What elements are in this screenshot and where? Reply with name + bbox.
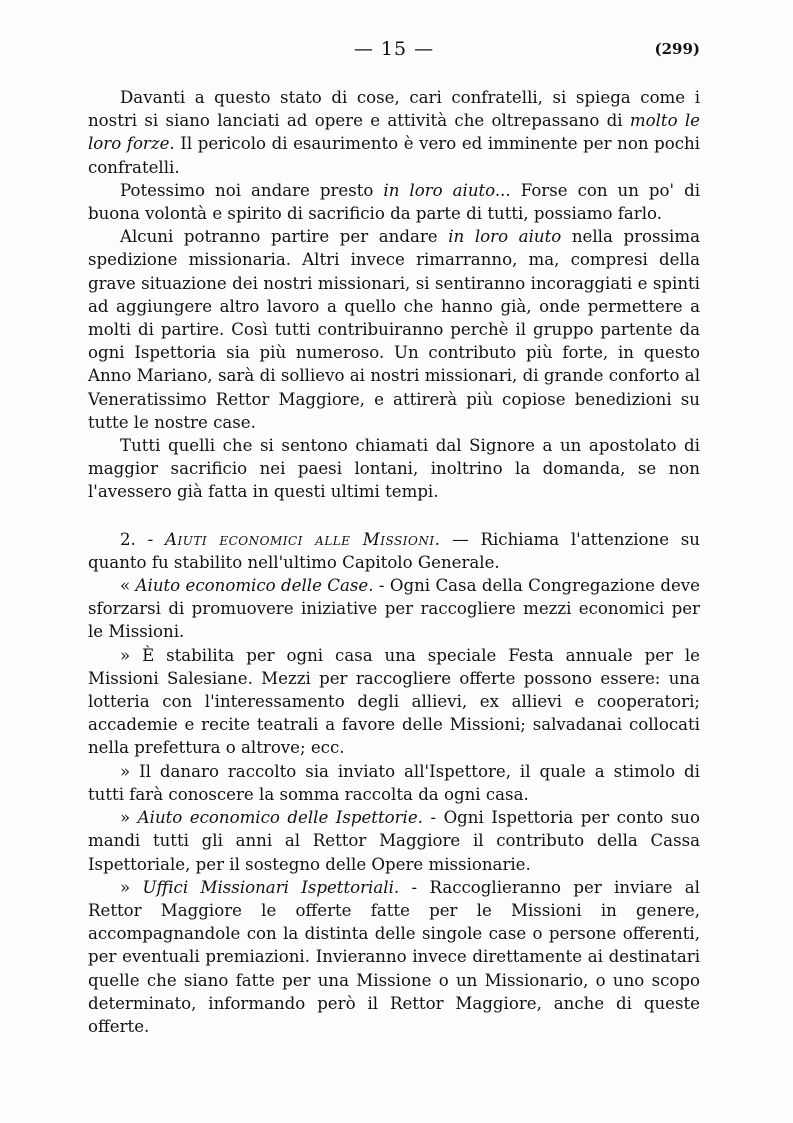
italic-phrase: Aiuto economico delle Case. (135, 576, 374, 596)
paragraph (88, 179, 700, 225)
paragraph (88, 760, 700, 806)
text-run: » (120, 877, 143, 897)
body-text (88, 86, 700, 1038)
page-header (88, 38, 700, 66)
text-run: Alcuni potranno partire per andare (120, 227, 449, 247)
italic-phrase: in loro aiuto (448, 227, 562, 247)
section-gap (88, 504, 700, 528)
text-run: 2. - (120, 529, 165, 549)
text-run: » Il danaro raccolto sia inviato all'Ispettore, il quale a stimolo di tutti farà conoscere la somma raccolta da ogni casa. (88, 761, 700, 804)
paragraph (88, 225, 700, 434)
italic-phrase: Aiuto economico delle Ispettorie. (137, 808, 423, 828)
paragraph (88, 876, 700, 1038)
paragraph (88, 434, 700, 504)
paragraph (88, 574, 700, 644)
original-page-number: (299) (654, 40, 700, 58)
text-run: Tutti quelli che si sentono chiamati dal Signore a un apostolato di maggior sacrificio nei paesi lontani, inoltrino la domanda, se non l'avessero già fatta in questi ultimi tempi. (88, 436, 700, 502)
text-run: » È stabilita per ogni casa una speciale Festa annuale per le Missioni Salesiane. Mezzi per raccogliere offerte possono essere: una lotteria con l'interessamento degli allievi, ex allievi e cooperatori; accademie e recite teatrali a favore delle Missioni; salvadanai collocati nella prefettura o altrove; ecc. (88, 645, 700, 758)
italic-phrase: Uffici Missionari Ispettoriali. (142, 877, 400, 897)
text-run: » (120, 808, 138, 828)
text-run: - Ogni Ispettoria per conto suo mandi tutti gli anni al Rettor Maggiore il contributo della Cassa Ispettoriale, per il sostegno delle Opere missionarie. (88, 808, 700, 874)
italic-phrase: in loro aiuto... (383, 180, 511, 200)
paragraph (88, 806, 700, 876)
text-run: - Ogni Casa della Congregazione deve sforzarsi di promuovere iniziative per raccogliere mezzi economici per le Missioni. (88, 576, 700, 642)
text-run: — Richiama l'attenzione su quanto fu stabilito nell'ultimo Capitolo Generale. (88, 529, 700, 572)
text-run: Potessimo noi andare presto (120, 180, 384, 200)
page-number: — 15 — (353, 38, 435, 60)
paragraph (88, 86, 700, 179)
text-run: « (120, 576, 136, 596)
paragraph (88, 644, 700, 760)
italic-phrase: Aiuti economici alle Missioni. (164, 529, 441, 549)
text-run: nella prossima spedizione missionaria. Altri invece rimarranno, ma, compresi della grave situazione dei nostri missionari, si sentiranno incoraggiati e spinti ad aggiungere altro lavoro a quello che hanno già, onde permettere a molti di partire. Così tutti contribuiranno perchè il gruppo partente da ogni Ispettoria sia più numeroso. Un contributo più forte, in questo Anno Mariano, sarà di sollievo ai nostri missionari, di grande conforto al Veneratissimo Rettor Maggiore, e attirerà più copiose benedizioni su tutte le nostre case. (88, 227, 700, 432)
text-run: - Raccoglieranno per inviare al Rettor Maggiore le offerte fatte per le Missioni in genere, accompagnandole con la distinta delle singole case o persone offerenti, per eventuali premiazioni. Invieranno invece direttamente ai destinatari quelle che siano fatte per una Missione o un Missionario, o uno scopo determinato, informando però il Rettor Maggiore, anche di queste offerte. (88, 877, 700, 1036)
text-run: Il pericolo di esaurimento è vero ed imminente per non pochi confratelli. (88, 134, 700, 177)
text-run: Davanti a questo stato di cose, cari confratelli, si spiega come i nostri si siano lanciati ad opere e attività che oltrepassano di (88, 88, 700, 131)
paragraph (88, 528, 700, 574)
italic-phrase: molto le loro forze. (88, 111, 700, 154)
text-run: Forse con un po' di buona volontà e spirito di sacrificio da parte di tutti, possiamo farlo. (88, 180, 701, 224)
